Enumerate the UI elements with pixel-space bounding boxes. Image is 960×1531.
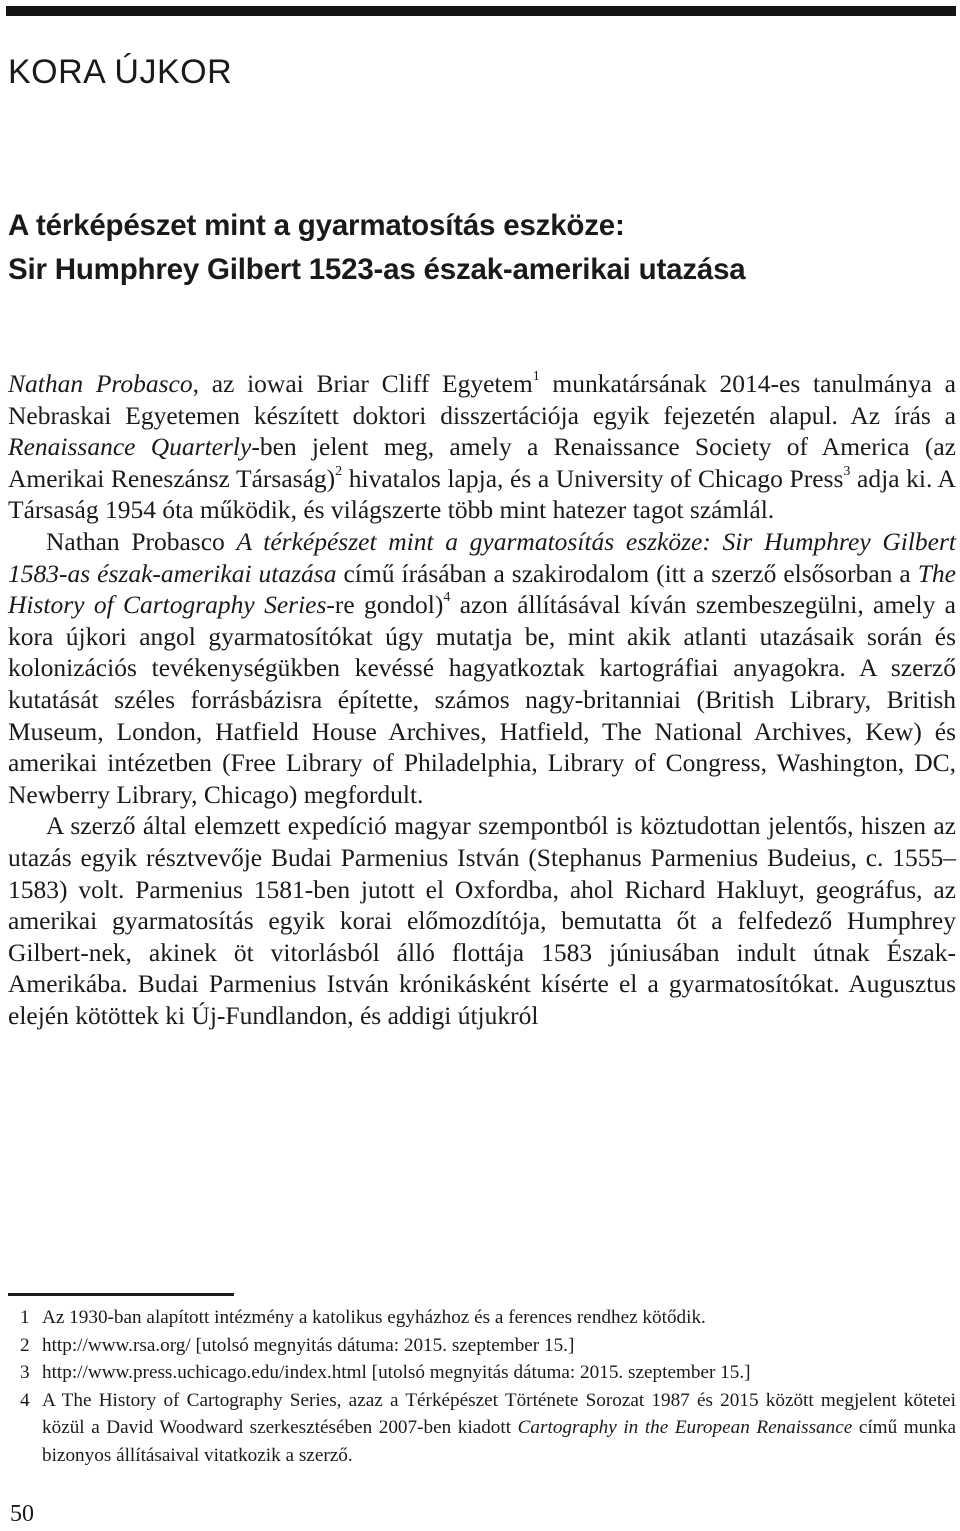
footnote-1 <box>8 1304 956 1332</box>
footnote-number: 3 <box>20 1362 30 1384</box>
footnote-ref-3: 3 <box>843 463 851 479</box>
article-body <box>8 368 956 1031</box>
footnote-text: http://www.rsa.org/ [utolsó megnyitás dátuma: 2015. szeptember 15.] <box>42 1334 575 1356</box>
book-title: Cartography in the European Renaissance <box>517 1417 853 1439</box>
article-title-line-2: Sir Humphrey Gilbert 1523-as észak-amerikai utazása <box>8 253 746 286</box>
top-rule <box>6 6 956 16</box>
footnote-4 <box>8 1387 956 1470</box>
article-title-italic: A térképészet mint a gyarmatosítás eszköze: Sir Humphrey Gilbert 1583-as észak-amerikai utazása <box>8 526 956 588</box>
footnote-text: Az 1930-ban alapított intézmény a katolikus egyházhoz és a ferences rendhez kötődik. <box>42 1307 706 1328</box>
footnote-ref-2: 2 <box>335 463 343 479</box>
footnotes <box>8 1304 956 1470</box>
page-number: 50 <box>10 1501 34 1527</box>
footnote-ref-4: 4 <box>443 590 451 606</box>
footnote-separator <box>8 1293 234 1296</box>
footnote-number: 1 <box>20 1307 30 1328</box>
paragraph-3: A szerző által elemzett expedíció magyar szempontból is köztudottan jelentős, hiszen az utazás egyik résztvevője Budai Parmenius István (Stephanus Parmenius Budeius, c. 1555–1583) volt. Parmenius 1581-ben jutott el Oxfordba, ahol Richard Hakluyt, geográfus, az amerikai gyarmatosítás egyik korai előmozdítója, bemutatta őt a felfedező Humphrey Gilbert-nek, akinek öt vitorlásból álló flottája 1583 júniusában indult útnak Észak-Amerikába. Budai Parmenius István krónikásként kísérte el a gyarmatosítókat. Augusztus elején kötöttek ki Új-Fundlandon, és addigi útjukról <box>8 811 956 1030</box>
article-title <box>8 204 746 292</box>
footnote-number: 4 <box>20 1389 30 1411</box>
footnote-text: A The History of Cartography Series, azaz a Térképészet Története Sorozat 1987 és 2015 között megjelent kötetei közül a David Woodward szerkesztésében 2007-ben kiadott Cartography in the European Renaissance című munka bizonyos állításaival vitatkozik a szerző. <box>42 1389 956 1466</box>
footnote-number: 2 <box>20 1334 30 1356</box>
article-title-line-1: A térképészet mint a gyarmatosítás eszköze: <box>8 209 625 242</box>
footnote-ref-1: 1 <box>532 369 540 385</box>
footnote-3 <box>8 1359 956 1387</box>
series-name: The History of Cartography Series <box>8 558 956 620</box>
footnote-2 <box>8 1332 956 1360</box>
journal-name: Renaissance Quarterly <box>8 432 252 462</box>
paragraph-2: Nathan Probasco A térképészet mint a gyarmatosítás eszköze: Sir Humphrey Gilbert 1583-as észak-amerikai utazása című írásában a szakirodalom (itt a szerző elsősorban a The History of Cartography Series-re gondol)$^4$ azon állításával kíván szembeszegülni, amely a kora újkori angol gyarmatosítókat úgy mutatja be, mint akik atlanti utazásaik során és kolonizációs tevékenységükben kevéssé hagyatkoztak kartográfiai anyagokra. A szerző kutatását széles forrásbázisra építette, számos nagy-britanniai (British Library, British Museum, London, Hatfield House Archives, Hatfield, The National Archives, Kew) és amerikai intézetben (Free Library of Philadelphia, Library of Congress, Washington, DC, Newberry Library, Chicago) megfordult. <box>8 526 956 809</box>
section-heading: KORA ÚJKOR <box>8 53 233 91</box>
author-name: Nathan Probasco <box>8 369 193 398</box>
paragraph-1: Nathan Probasco, az iowai Briar Cliff Egyetem$^1$ munkatársának 2014-es tanulmánya a Nebraskai Egyetemen készített doktori disszertációja egyik fejezetén alapul. Az írás a Renaissance Quarterly-ben jelent meg, amely a Renaissance Society of America (az Amerikai Reneszánsz Társaság)$^2$ hivatalos lapja, és a University of Chicago Press$^3$ adja ki. A Társaság 1954 óta működik, és világszerte több mint hatezer tagot számlál. <box>8 369 957 525</box>
footnote-text: http://www.press.uchicago.edu/index.html [utolsó megnyitás dátuma: 2015. szeptember 15.] <box>42 1362 751 1384</box>
